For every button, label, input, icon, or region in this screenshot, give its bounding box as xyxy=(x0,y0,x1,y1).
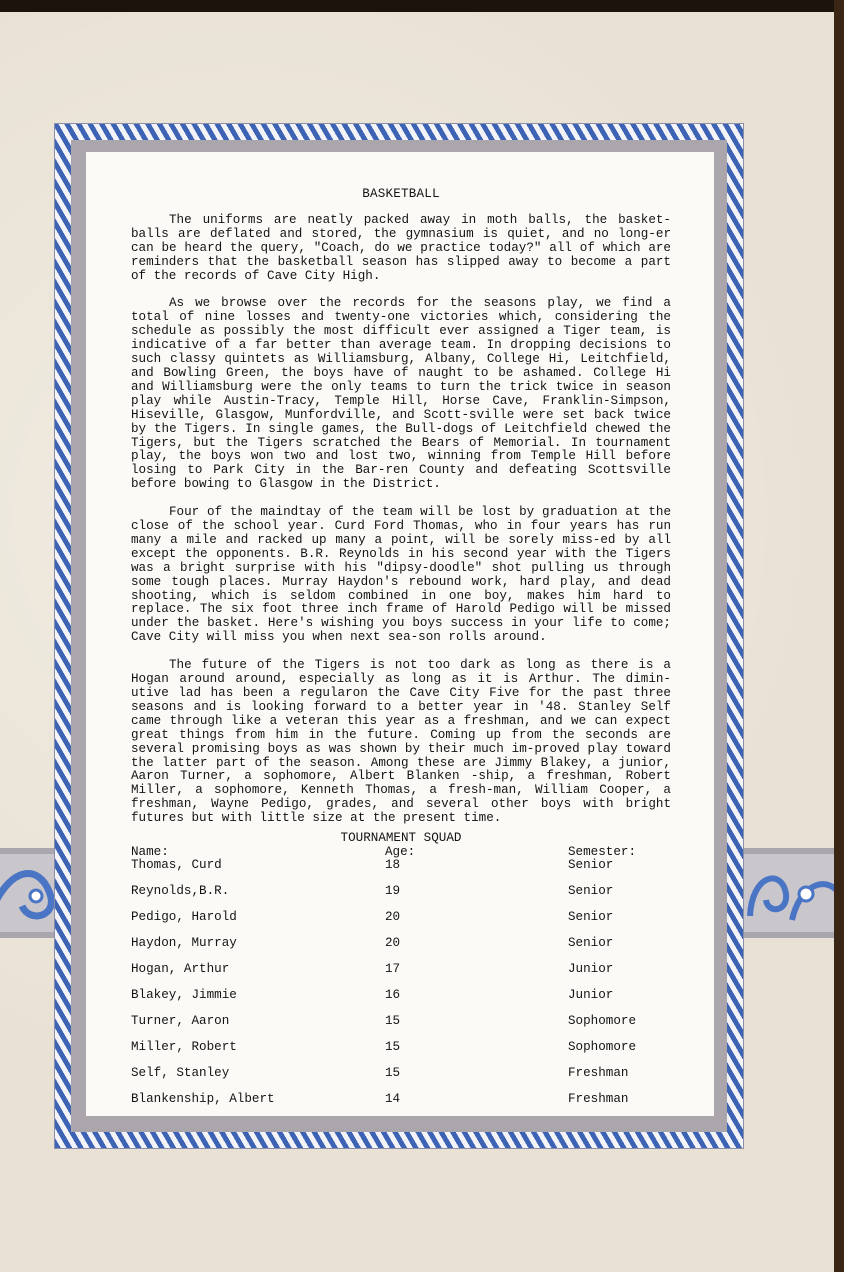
table-row xyxy=(131,963,671,989)
paragraph-1: The uniforms are neatly packed away in moth balls, the basket-balls are deflated and stored, the gymnasium is quiet, and no long-er can be heard the query, "Coach, do we practice today?" all of which are reminders that the basketball season has slipped away to become a part of the records of Cave City High. xyxy=(131,212,671,283)
squad-table xyxy=(131,859,671,1119)
player-semester: Freshman xyxy=(568,1065,629,1080)
player-name: Blankenship, Albert xyxy=(131,1091,275,1106)
player-semester: Junior xyxy=(568,961,614,976)
player-semester: Senior xyxy=(568,909,614,924)
player-age: 20 xyxy=(385,935,401,950)
table-row xyxy=(131,937,671,963)
table-row xyxy=(131,911,671,937)
player-name: Reynolds,B.R. xyxy=(131,883,230,898)
player-semester: Senior xyxy=(568,857,614,872)
player-semester: Senior xyxy=(568,883,614,898)
player-semester: Senior xyxy=(568,935,614,950)
player-name: Haydon, Murray xyxy=(131,935,237,950)
player-age: 17 xyxy=(385,961,401,976)
page-title: BASKETBALL xyxy=(362,187,440,201)
paragraph-2: As we browse over the records for the seasons play, we find a total of nine losses and twenty-one victories which, considering the schedule as possibly the most difficult ever assigned a Tiger team, is indicative of a far better than average team. In dropping decisions to such classy quintets as Williamsburg, Albany, College Hi, Leitchfield, and Bowling Green, the boys have of naught to be ashamed. College Hi and Williamsburg were the only teams to turn the trick twice in season play while Austin-Tracy, Temple Hill, Horse Cave, Franklin-Simpson, Hiseville, Glasgow, Munfordville, and Scott-sville were set back twice by the Tigers. In single games, the Bull-dogs of Leitchfield chewed the Tigers, but the Tigers scratched the Bears of Memorial. In tournament play, the boys won two and lost two, winning from Temple Hill before losing to Park City in the Bar-ren County and defeating Scottsville before bowing to Glasgow in the District. xyxy=(131,296,671,492)
squad-title: TOURNAMENT SQUAD xyxy=(340,831,462,846)
paragraph-4: The future of the Tigers is not too dark as long as there is a Hogan around around, especially as long as it is Arthur. The dimin-utive lad has been a regularon the Cave City Five for the past three seasons and is looking forward to a better year in '48. Stanley Self came through like a veteran this year as a freshman, and we can expect great things from him in the future. Coming up from the seconds are several promising boys as was shown by their much im-proved play toward the latter part of the season. Among these are Jimmy Blakey, a junior, Aaron Turner, a sophomore, Albert Blanken -ship, a freshman, Robert Miller, a sophomore, Kenneth Thomas, a fresh-man, William Cooper, a freshman, Wayne Pedigo, grades, and several other boys with bright futures but with little size at the present time. xyxy=(131,658,671,826)
player-semester: Sophomore xyxy=(568,1039,637,1054)
player-age: 19 xyxy=(385,883,401,898)
player-age: 14 xyxy=(385,1091,401,1106)
player-age: 20 xyxy=(385,909,401,924)
player-name: Self, Stanley xyxy=(131,1065,230,1080)
player-age: 16 xyxy=(385,987,401,1002)
player-name: Blakey, Jimmie xyxy=(131,987,237,1002)
table-row xyxy=(131,859,671,885)
article xyxy=(131,188,671,1119)
player-semester: Junior xyxy=(568,987,614,1002)
scan-right-edge xyxy=(834,0,844,1272)
table-row xyxy=(131,1093,671,1119)
player-name: Hogan, Arthur xyxy=(131,961,230,976)
player-name: Thomas, Curd xyxy=(131,857,222,872)
table-row xyxy=(131,885,671,911)
player-name: Pedigo, Harold xyxy=(131,909,237,924)
player-age: 15 xyxy=(385,1065,401,1080)
right-ornament-band xyxy=(742,848,834,938)
player-age: 15 xyxy=(385,1013,401,1028)
table-row xyxy=(131,989,671,1015)
player-name: Miller, Robert xyxy=(131,1039,237,1054)
player-semester: Freshman xyxy=(568,1091,629,1106)
player-age: 15 xyxy=(385,1039,401,1054)
table-row xyxy=(131,1015,671,1041)
player-age: 18 xyxy=(385,857,401,872)
header-age: Age: xyxy=(385,844,416,859)
header-name: Name: xyxy=(131,844,169,859)
table-row xyxy=(131,1067,671,1093)
header-semester: Semester: xyxy=(568,844,637,859)
player-semester: Sophomore xyxy=(568,1013,637,1028)
table-row xyxy=(131,1041,671,1067)
player-name: Turner, Aaron xyxy=(131,1013,230,1028)
paragraph-3: Four of the maindtay of the team will be lost by graduation at the close of the school year. Curd Ford Thomas, who in four years has run many a mile and racked up many a point, will be sorely miss-ed by all except the opponents. B.R. Reynolds in his second year with the Tigers was a bright surprise with his "dipsy-doodle" shot pulling us through some tough places. Murray Haydon's rebound work, hard play, and dead shooting, which is seldom combined in one boy, makes him hard to replace. The six foot three inch frame of Harold Pedigo will be missed under the basket. Here's wishing you boys success in your life to come; Cave City will miss you when next sea-son rolls around. xyxy=(131,505,671,645)
